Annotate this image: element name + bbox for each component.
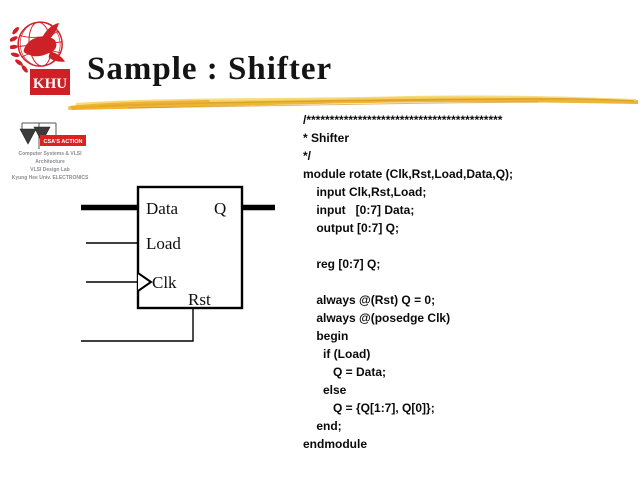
khu-emblem-graphic [10, 20, 66, 75]
khu-acronym-label: KHU [32, 76, 68, 92]
code-line [303, 273, 513, 291]
code-line: begin [303, 329, 349, 343]
port-label-data: Data [146, 199, 179, 218]
code-line: Q = {Q[1:7], Q[0]}; [303, 401, 435, 415]
port-label-load: Load [146, 234, 181, 253]
lab-caption [8, 150, 92, 182]
code-line: endmodule [303, 437, 368, 451]
port-label-q: Q [214, 199, 227, 218]
code-line: input [0:7] Data; [303, 203, 415, 217]
code-line: */ [303, 149, 312, 163]
shifter-block-diagram [60, 180, 290, 350]
page-title: Sample : Shifter [87, 51, 333, 87]
code-line: if (Load) [303, 347, 371, 361]
code-line: * Shifter [303, 131, 350, 145]
code-line: Q = Data; [303, 365, 387, 379]
code-line: else [303, 383, 347, 397]
code-line [303, 237, 513, 255]
code-line: /****************************************** [303, 113, 503, 127]
code-line: output [0:7] Q; [303, 221, 399, 235]
code-line: end; [303, 419, 342, 433]
khu-university-logo [10, 12, 74, 96]
code-line: always @(Rst) Q = 0; [303, 293, 436, 307]
port-label-clk: Clk [152, 273, 177, 292]
lab-caption-line: Computer Systems & VLSI Architecture [18, 151, 82, 165]
lab-badge-label: CSA'S ACTION [43, 139, 83, 145]
code-line: input Clk,Rst,Load; [303, 185, 427, 199]
code-line: reg [0:7] Q; [303, 257, 381, 271]
code-line: module rotate (Clk,Rst,Load,Data,Q); [303, 167, 514, 181]
rst-wire [81, 308, 193, 341]
lab-caption-line: VLSI Design Lab [30, 167, 70, 173]
port-label-rst: Rst [188, 290, 211, 309]
lab-caption-line: Kyung Hee Univ. ELECTRONICS [11, 175, 89, 181]
code-line: always @(posedge Clk) [303, 311, 451, 325]
verilog-code-listing [303, 111, 513, 453]
